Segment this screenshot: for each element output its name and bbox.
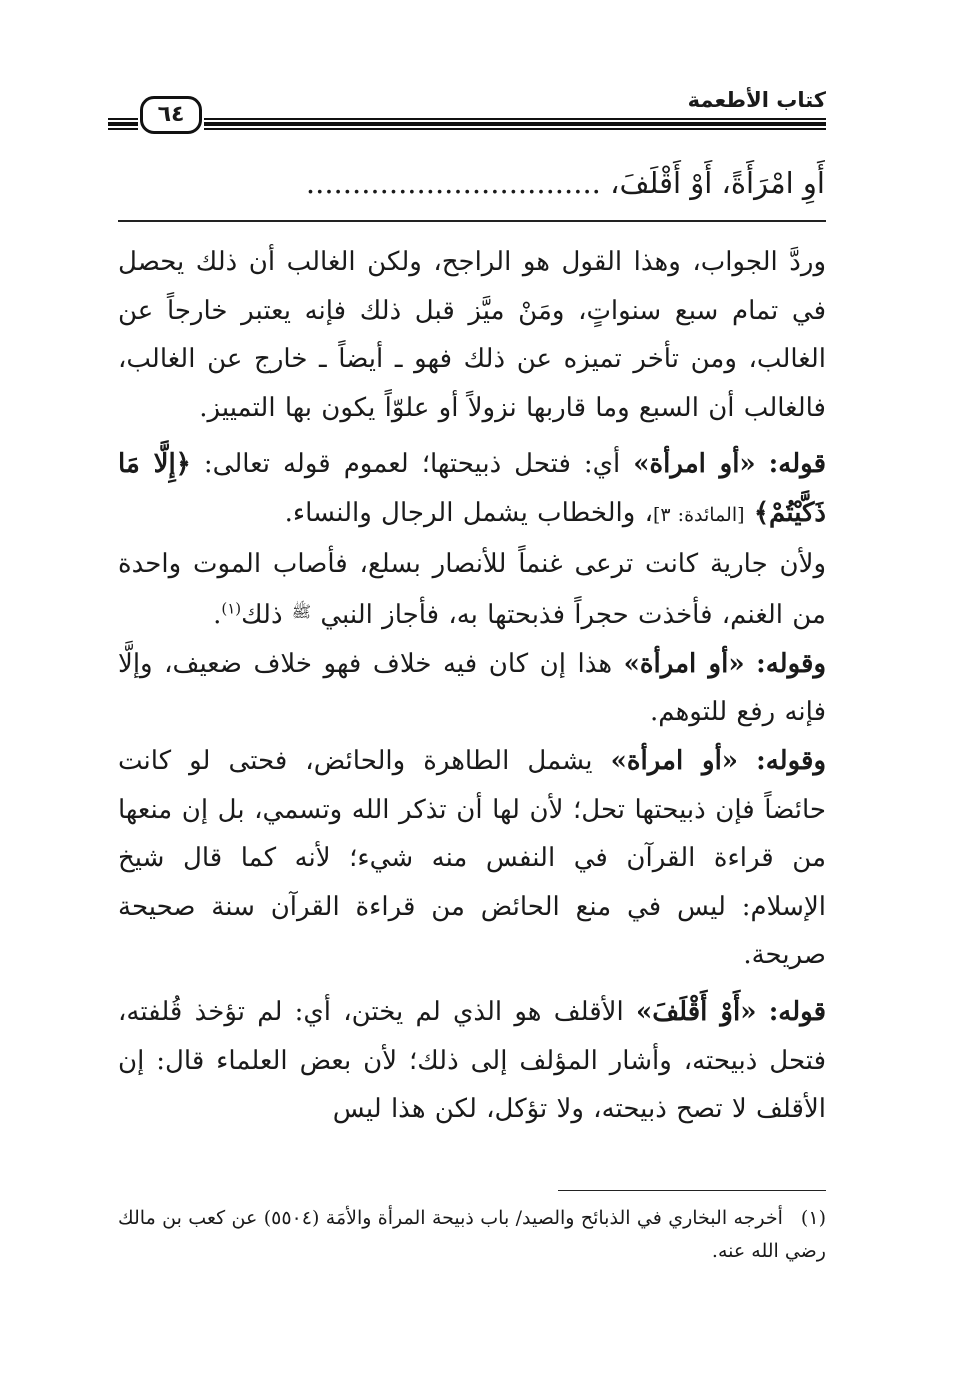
- footnote-item: [118, 1202, 826, 1268]
- footnote-divider: [558, 1190, 826, 1191]
- commentary-body: [118, 238, 826, 1134]
- quoted-term: «أو امرأة»: [623, 648, 745, 679]
- footnotes: [118, 1202, 826, 1268]
- footnote-reference: (١): [221, 599, 242, 618]
- paragraph-3: [118, 540, 826, 640]
- quoted-term: «أو امرأة»: [633, 449, 756, 480]
- paragraph-1: [118, 238, 826, 432]
- paragraph-text: وردَّ الجواب، وهذا القول هو الراجح، ولكن الغالب أن ذلك يحصل في تمام سبع سنواتٍ، ومَنْ ميَّز قبل ذلك فإنه يعتبر خارجاً عن الغالب، ومن تأخر تميزه عن ذلك فهو ـ أيضاً ـ خارج عن الغالب، فالغالب أن السبع وما قاربها نزولاً أو علوّاً يكون بها التمييز.: [118, 247, 826, 423]
- paragraph-lead: وقوله:: [756, 745, 826, 776]
- quran-verse: ﴿إِلَّا مَا ذَكَّيْتُمْ﴾: [118, 449, 826, 528]
- paragraph-text-continued: ، والخطاب يشمل الرجال والنساء.: [284, 497, 653, 528]
- footnote-number: (١): [800, 1207, 826, 1229]
- paragraph-text: هذا إن كان فيه خلاف فهو خلاف ضعيف، وإلَّا فإنه رفع للتوهم.: [118, 648, 826, 728]
- matn-line: [125, 158, 825, 208]
- paragraph-lead: قوله:: [768, 996, 827, 1027]
- quoted-term: «أَوْ أَقْلَفَ»: [635, 996, 757, 1027]
- header-rule-left: [108, 118, 138, 130]
- paragraph-text: ولأن جارية كانت ترعى غنماً للأنصار بسلع، فأصاب الموت واحدة من الغنم، فأخذت حجراً فذبحتها به، فأجاز النبي: [118, 548, 826, 631]
- paragraph-4: [118, 640, 826, 737]
- matn-divider: [118, 220, 826, 222]
- paragraph-lead: وقوله:: [756, 648, 827, 679]
- verse-citation: [المائدة: ٣]: [652, 503, 745, 526]
- running-title: كتاب الأطعمة: [687, 88, 826, 112]
- paragraph-lead: قوله:: [768, 449, 826, 480]
- paragraph-end: .: [213, 600, 222, 631]
- paragraph-text: يشمل الطاهرة والحائض، فحتى لو كانت حائضاً فإن ذبيحتها تحل؛ لأن لها أن تذكر الله وتسمي، بل إن منعها من قراءة القرآن في النفس منه شيء؛ لأنه كما قال شيخ الإسلام: ليس في منع الحائض من قراءة القرآن سنة صحيحة صريحة.: [118, 745, 826, 971]
- salawat-glyph: ﷺ: [291, 602, 312, 622]
- paragraph-text: أي: فتحل ذبيحتها؛ لعموم قوله تعالى:: [203, 449, 621, 480]
- paragraph-text-continued: ذلك: [241, 600, 283, 631]
- footnote-text: أخرجه البخاري في الذبائح والصيد/ باب ذبيحة المرأة والأمَة (٥٥٠٤) عن كعب بن مالك رضي الله عنه.: [118, 1207, 826, 1262]
- header-rule-right: [204, 118, 826, 130]
- paragraph-2: [118, 440, 826, 539]
- paragraph-5: [118, 737, 826, 980]
- paragraph-6: [118, 988, 826, 1134]
- matn-ellipsis: ................................: [305, 166, 601, 200]
- page-number: ٦٤: [140, 96, 202, 134]
- page-header: [110, 84, 826, 144]
- quoted-term: «أو امرأة»: [610, 745, 739, 776]
- matn-text: أَوِ امْرَأَةً، أَوْ أَقْلَفَ،: [610, 166, 825, 200]
- paragraph-text: الأقلف هو الذي لم يختن، أي: لم تؤخذ قُلفته، فتحل ذبيحته، وأشار المؤلف إلى ذلك؛ لأن بعض العلماء قال: إن الأقلف لا تصح ذبيحته، ولا تؤكل، لكن هذا ليس: [118, 996, 826, 1125]
